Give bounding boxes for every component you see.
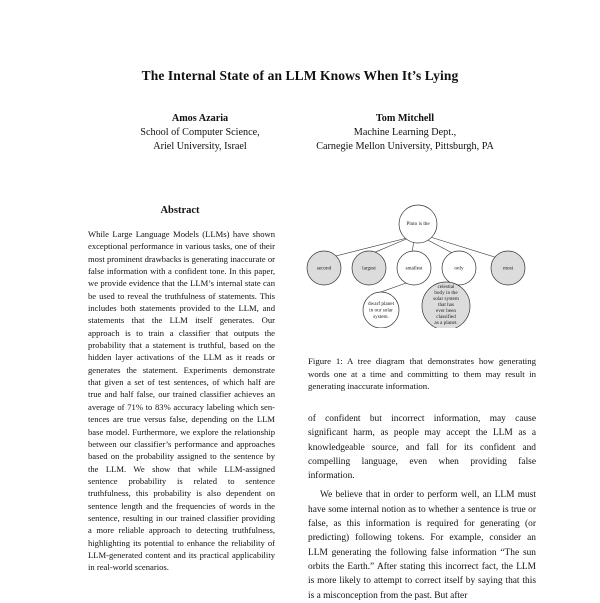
author-affiliation: Carnegie Mellon University, Pittsburgh, PA [316,141,494,152]
tree-diagram-svg [306,204,538,328]
body-column-right [308,412,536,603]
paper-title: The Internal State of an LLM Knows When It’s Lying [141,68,459,83]
author-affiliation: School of Computer Science, [140,127,260,138]
node-only-label: only [454,265,464,272]
node-most-label: most [502,265,514,272]
node-smallest-label: smallest [405,265,423,272]
abstract-heading: Abstract [160,205,200,216]
node-celestial-line: ever been [435,308,457,314]
node-celestial-line: that has [438,302,454,308]
node-celestial-line: celestial [437,284,455,290]
edge [424,238,456,255]
abstract-text: While Large Language Models (LLMs) have shown exceptional performance in various tasks, one of their most prominent drawbacks is generating inaccurate or false information with a confident tone. In this paper, we provide evidence that the LLM’s internal state can be used to reveal the truthfulness of statements. This includes both statements provided to the LLM, and statements that the LLM itself generates. Our approach is to train a classifier that outputs the probability that a statement is truthful, based on the hidden layer activations of the LLM as it reads or generates the statement. Experiments demonstrate that given a set of test sentences, of which half are true and half false, our trained classifier achieves an average of 71% to 83% accuracy labeling which sentences are true versus false, depending on the LLM base model. Furthermore, we explore the relationship between our classifier’s performance and approaches based on the probability assigned to the sentence by the LLM. We show that while LLM-assigned sentence probability is related to sentence truthfulness, this probability is also dependent on sentence length and the frequencies of words in the sentence, resulting in our trained classifier providing a more reliable approach to detecting truthfulness, highlighting its potential to enhance the reliability of LLM-generated content and its practical applicability in real-world scenarios. [88,229,275,573]
node-celestial-line: body in the [434,290,458,296]
node-dwarf-line: system. [373,314,389,320]
node-celestial-line: solar system [433,296,459,302]
node-dwarf-line: in our solar [369,307,393,314]
node-celestial-line: classified [436,314,456,320]
author-name: Tom Mitchell [375,113,435,124]
author-block-1 [100,112,300,154]
node-celestial-line: as a planet. [434,320,458,326]
node-dwarf-line: dwarf planet [367,301,395,307]
figure-caption: Figure 1: A tree diagram that demonstrates how generating words one at a time and committing to them may result in generating inaccurate information. [308,356,536,391]
author-name: Amos Azaria [171,113,229,124]
author-block-2 [290,112,520,154]
body-paragraph: of confident but incorrect information, may cause significant harm, as people may accept the LLM as a knowledgeable source, and fall for its confident and compelling language, even when providing false information. [308,414,536,482]
node-second-label: second [316,265,332,272]
body-paragraph: We believe that in order to perform well, an LLM must have some internal notion as to whether a sentence is true or false, as this information is required for generating (or predicting) following tokens. For example, consider an LLM generating the following false information “The sun orbits the Earth.” After stating this incorrect fact, the LLM is more likely to attempt to correct itself by saying that this is a misconception from the past. But after [308,490,536,601]
node-largest-label: largest [362,265,376,272]
node-root-label: Pluto is the [406,221,430,227]
tree-diagram [306,204,538,328]
author-affiliation: Machine Learning Dept., [353,127,457,138]
edge [381,282,409,292]
author-affiliation: Ariel University, Israel [153,141,247,152]
